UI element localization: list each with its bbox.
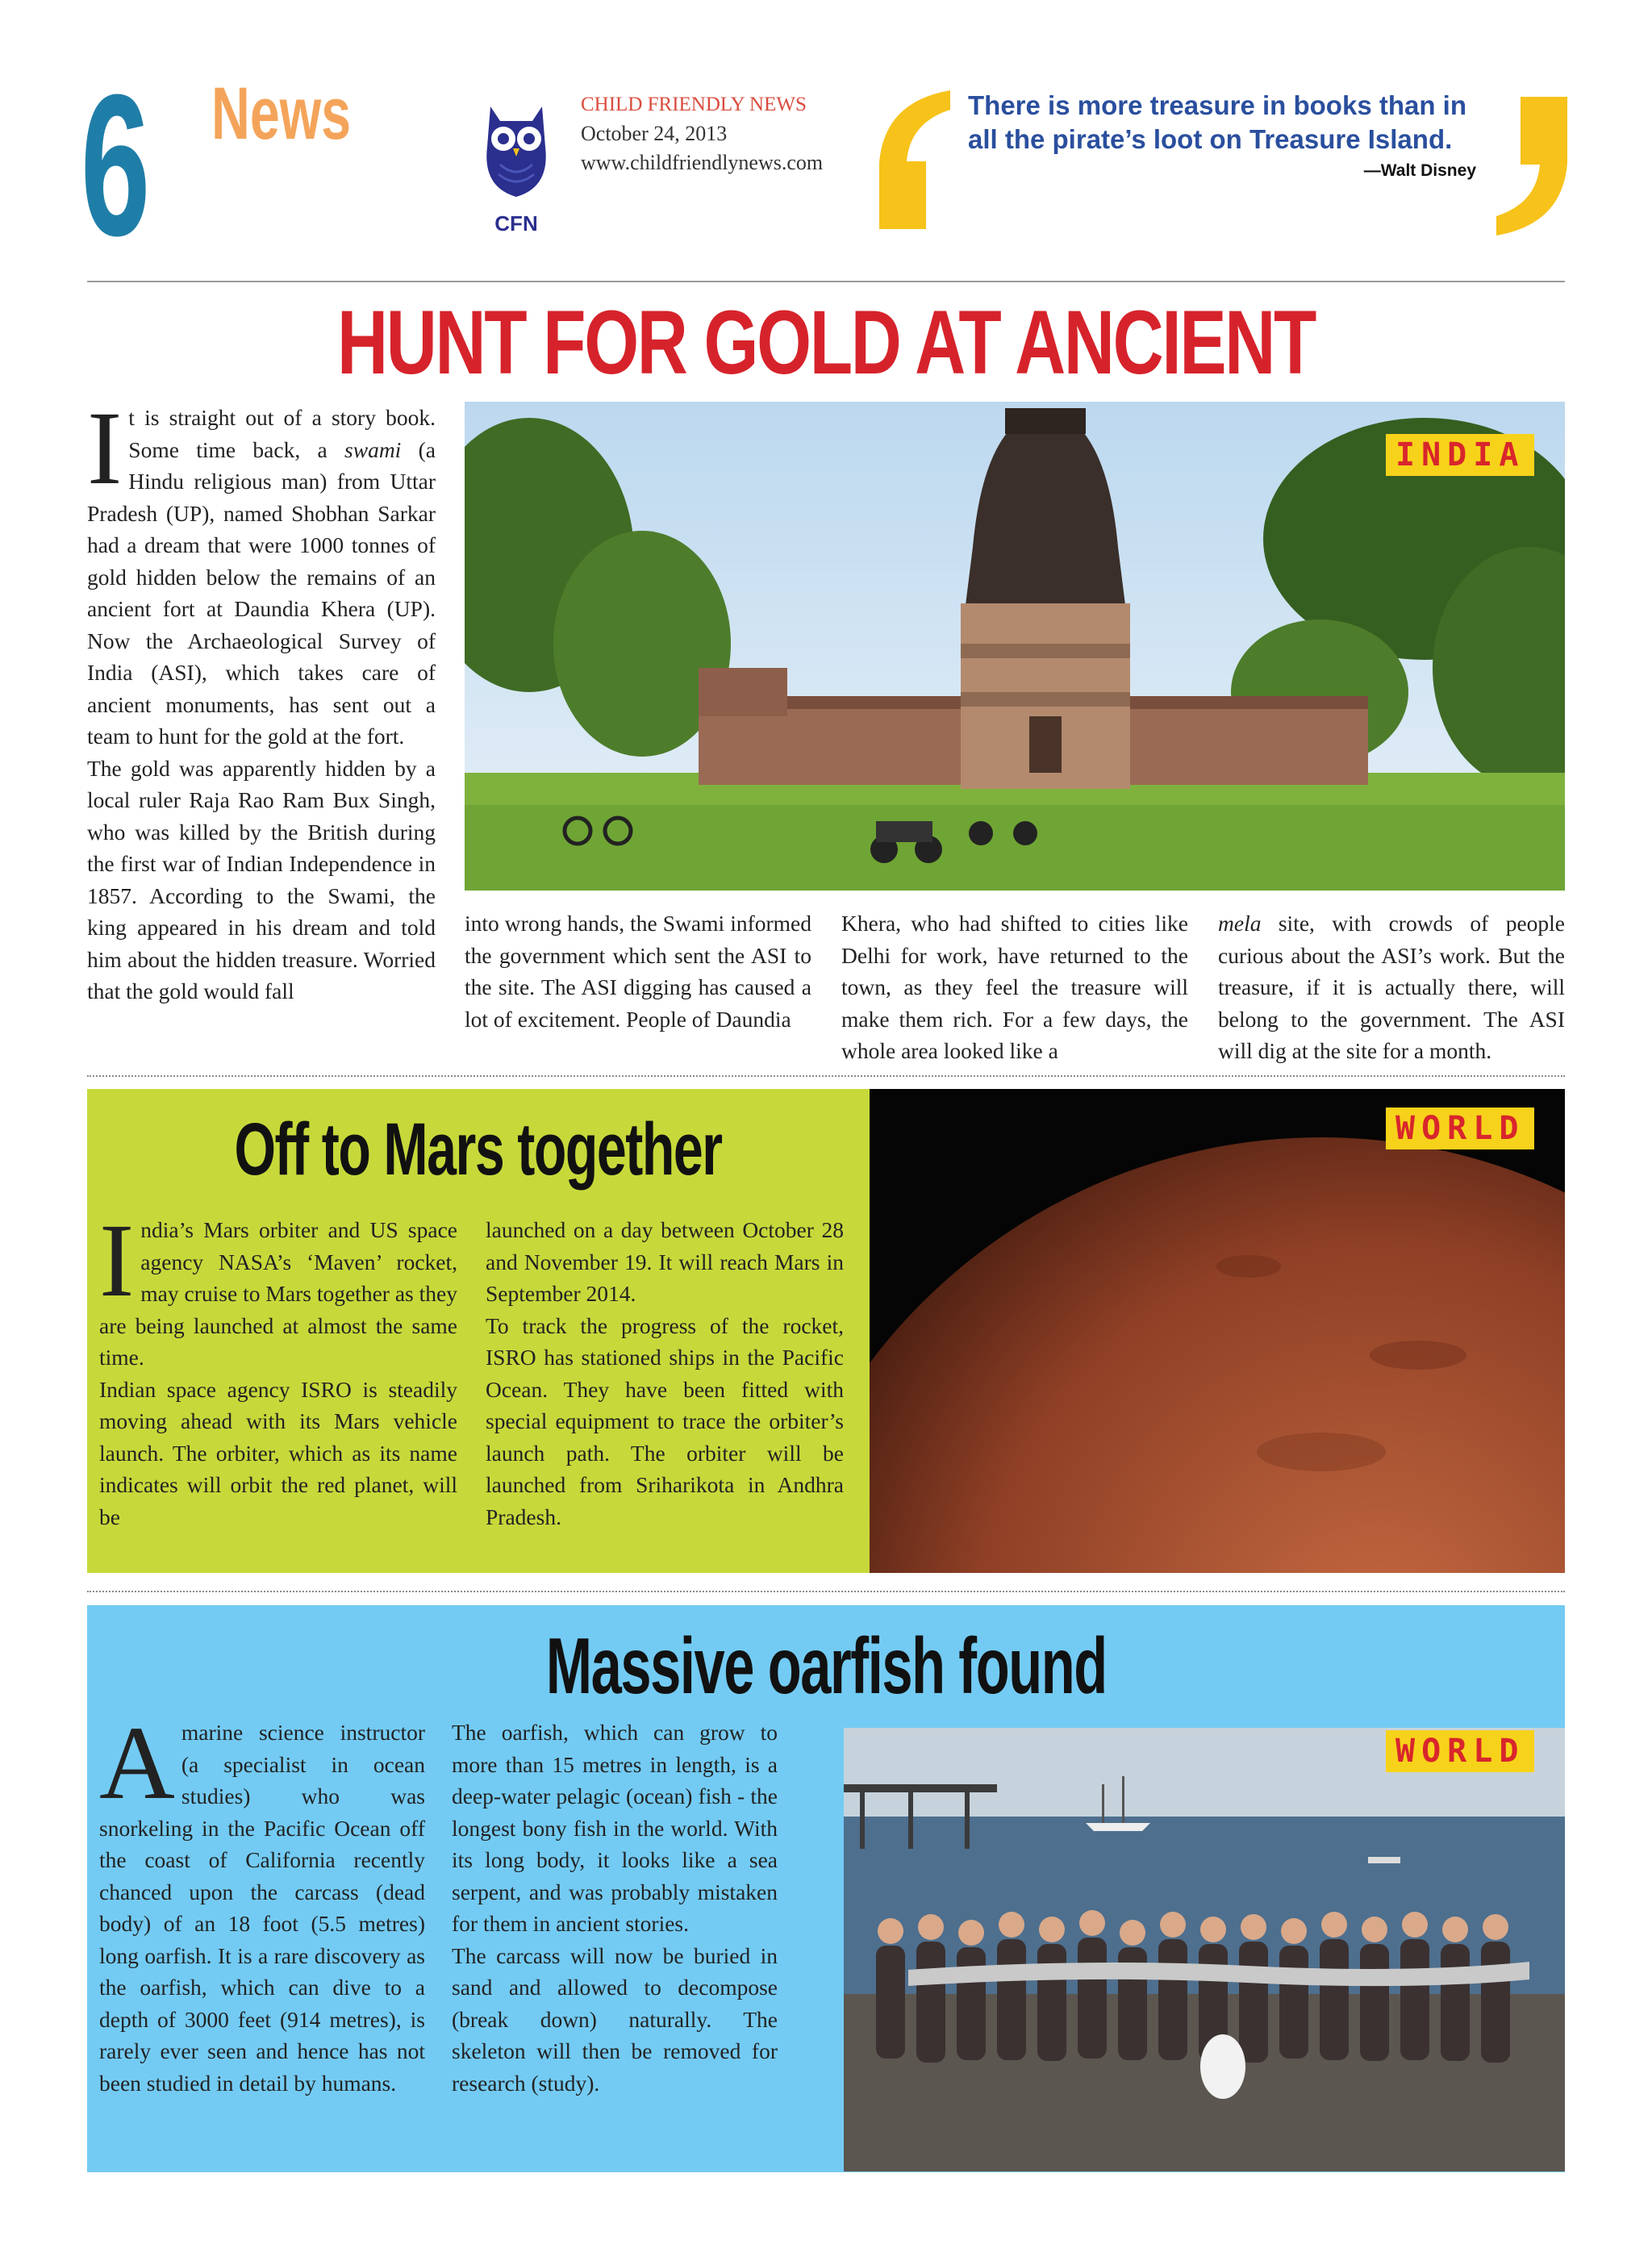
quote-author: —Walt Disney: [1363, 161, 1476, 180]
temple-col-1: It is straight out of a story book. Some time back, a swami (a Hindu religious man) from Uttar Pradesh (UP), named Shobhan Sarkar had a dream that were 1000 tonnes of gold hidden below the remains of an ancient fort at Daundia Khera (UP). Now the Archaeological Survey of India (ASI), which takes care of ancient monuments, has sent out a team to hunt for the gold at the fort. The gold was apparently hidden by a local ruler Raja Rao Ram Bux Singh, who was killed by the British during the first war of Indian Independence in 1857. According to the Swami, the king appeared in his dream and told him about the hidden treasure. Worried that the gold would fall: [87, 390, 436, 1003]
oarfish-col-1: Amarine science instructor (a specialist in ocean studies) who was snorkeling in the Pacific Ocean off the coast of California recently chanced upon the carcass (dead body) of an 18 foot (5.5 metres) long oarfish. It is a rare discovery as the oarfish, which can dive to a depth of 3000 feet (914 metres), is rarely ever seen and hence has not been studied in detail by humans.: [99, 1705, 425, 2096]
temple-headline: HUNT FOR GOLD AT ANCIENT: [336, 292, 1316, 393]
oarfish-headline: Massive oarfish found: [545, 1621, 1107, 1710]
logo-text: CFN: [494, 211, 538, 236]
world-badge-mars: WORLD: [1386, 1108, 1534, 1149]
oarfish-illustration: [844, 1728, 1565, 2171]
mars-col-2: launched on a day between October 28 and November 19. It will reach Mars in September 2014. To track the progress of the rocket, ISRO has stationed ships in the Pacific Ocean. They have been fitted with special equipment to trace the orbiter’s launch path. The orbiter will be launched from Sriharikota in Andhra Pradesh.: [486, 1217, 844, 1529]
article-divider: [87, 1075, 1565, 1077]
mars-headline: Off to Mars together: [234, 1108, 723, 1191]
drop-cap: A: [99, 1705, 175, 1821]
issue-date: October 24, 2013: [581, 122, 728, 145]
temple-col-2: into wrong hands, the Swami informed the government which sent the ASI to the site. The ASI digging has caused a lot of excitement. People of Daundia: [465, 911, 811, 1032]
article-divider: [87, 1591, 1565, 1592]
drop-cap: I: [87, 390, 123, 507]
oarfish-col-2: The oarfish, which can grow to more than 15 metres in length, is a deep-water pelagic (ocean) fish - the longest bony fish in the world. With its long body, it looks like a sea serpent, and was probably mistaken for them in ancient stories. The carcass will now be buried in sand and allowed to decompose (break down) naturally. The skeleton will then be removed for research (study).: [452, 1720, 778, 2096]
mars-col-1: India’s Mars orbiter and US space agency NASA’s ‘Maven’ rocket, may cruise to Mars together as they are being launched at almost the same time. Indian space agency ISRO is steadily moving ahead with its Mars vehicle launch. The orbiter, which as its name indicates will orbit the red planet, will be: [99, 1203, 457, 1529]
brand-name: CHILD FRIENDLY NEWS: [581, 94, 807, 115]
temple-col-3: Khera, who had shifted to cities like Delhi for work, have returned to the town, as they feel the treasure will make them rich. For a few days, the whole area looked like a: [841, 911, 1188, 1063]
quote-close-icon: [1496, 90, 1567, 236]
section-title: News: [211, 73, 352, 155]
quote-text: There is more treasure in books than in all the pirate’s loot on Treasure Island.: [968, 90, 1466, 154]
website-link[interactable]: www.childfriendlynews.com: [581, 151, 824, 174]
world-badge-oarfish: WORLD: [1386, 1730, 1534, 1772]
mars-photo: [870, 1089, 1565, 1573]
oarfish-photo: [844, 1728, 1565, 2171]
masthead-info: [581, 90, 823, 177]
mars-planet-illustration: [870, 1089, 1565, 1573]
drop-cap: I: [99, 1203, 135, 1319]
header-divider: [87, 281, 1565, 282]
page-number: 6: [81, 52, 148, 277]
temple-col-4: mela site, with crowds of people curious about the ASI’s work. But the treasure, if it is actually there, will belong to the government. The ASI will dig at the site for a month.: [1218, 911, 1565, 1063]
india-badge: INDIA: [1386, 434, 1534, 476]
quote-open-icon: [879, 90, 950, 236]
